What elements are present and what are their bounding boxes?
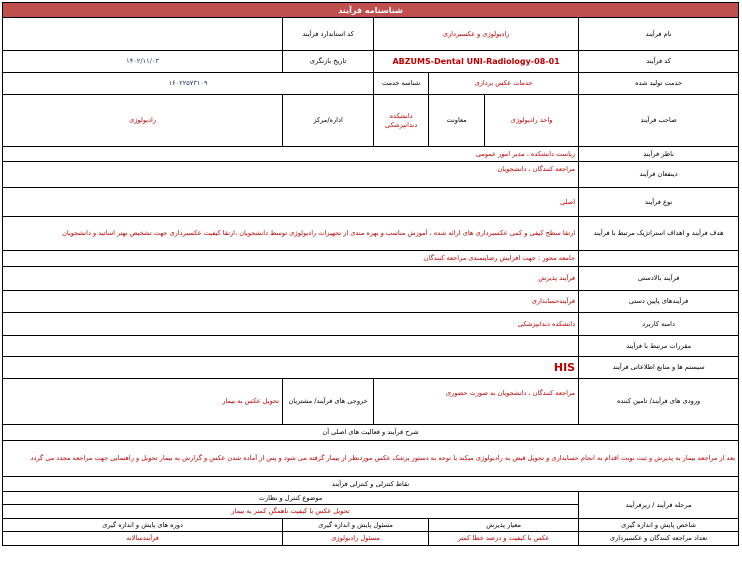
service-label: خدمت تولید شده [579,73,739,95]
process-name-label: نام فرآیند [579,18,739,51]
revision-date-label: تاریخ بازنگری [283,51,374,73]
process-name-value: رادیولوژی و عکسبرداری [374,18,579,51]
process-type-value: اصلی [3,188,579,217]
department-label: اداره/مرکز [283,95,374,147]
supervisor-label: ناظر فرآیند [579,147,739,162]
downstream-value: فرآیندحسابداری [3,291,579,313]
standard-code-label: کد استاندارد فرآیند [283,18,374,51]
process-identity-sheet [2,2,738,546]
description-heading: شرح فرآیند و فعالیت های اصلی آن [3,425,739,441]
deputy-value: دانشکده دندانپزشکی [374,95,429,147]
process-identity-table [2,2,739,546]
systems-value: HIS [3,357,579,379]
process-type-label: نوع فرآیند [579,188,739,217]
beneficiaries-label: ذینفعان فرآیند [579,162,739,188]
monitor-period-value: فرآیندسالانه [3,532,283,546]
outputs-label: خروجی های فرآیند/ مشتریان [283,379,374,425]
outputs-value: تحویل عکس به بیمار [3,379,283,425]
upstream-label: فرآیند بالادستی [579,267,739,291]
inputs-value: مراجعه کنندگان ، دانشجویان به صورت حضوری [374,379,579,425]
goals-sub-label [579,251,739,267]
scope-label: دامنه کاربرد [579,313,739,336]
regulations-value [3,336,579,357]
upstream-value: فرآیند پذیرش [3,267,579,291]
description-text: بعد از مراجعه بیمار به پذیرش و ثبت نوبت اقدام به انجام حسابداری و تحویل قبض به رادیولوژی میکند با توجه به دستور پزشک عکس موردنظر از بیمار گرفته می شود و پس از آماده شدن عکس و گزارش به بیمار تحویل و راهنمایی جهت مراجعه مجدد می گردد [3,441,739,477]
service-id-label: شناسه خدمت [374,73,429,95]
systems-label: سیستم ها و منابع اطلاعاتی فرآیند [579,357,739,379]
control-heading: نقاط کنترلی و کنترلی فرآیند [3,477,739,492]
beneficiaries-value: مراجعه کنندگان ، دانشجویان [3,162,579,188]
monitor-owner-header: مسئول پایش و اندازه گیری [283,519,429,532]
revision-date-value: ۱۴۰۲/۱۱/۰۳ [3,51,283,73]
deputy-label: معاونت [429,95,485,147]
owner-unit: واحد رادیولوژی [485,95,579,147]
acceptance-value: عکس با کیفیت و درصد خطا کمتر [429,532,579,546]
process-code-label: کد فرآیند [579,51,739,73]
scope-value: دانشکده دندانپزشکی [3,313,579,336]
downstream-label: فرآیندهای پایین دستی [579,291,739,313]
service-value: خدمات عکس برداری [429,73,579,95]
standard-code-value [3,18,283,51]
service-id-value: ۱۶۰۲۲۵۷۳۱۰۹ [3,73,374,95]
regulations-label: مقررات مرتبط با فرآیند [579,336,739,357]
owner-label: صاحب فرآیند [579,95,739,147]
inputs-label: ورودی های فرآیند/ تامین کننده [579,379,739,425]
control-subject-label: موضوع کنترل و نظارت [3,492,579,505]
process-code-value: ABZUMS-Dental UNI-Radiology-08-01 [374,51,579,73]
department-value: رادیولوژی [3,95,283,147]
indicator-value: تعداد مراجعه کنندگان و عکسبرداری [579,532,739,546]
monitor-period-header: دوره های پایش و اندازه گیری [3,519,283,532]
supervisor-value: ریاست دانشکده ، مدیر امور عمومی [3,147,579,162]
goals-sub-value: جامعه محور : جهت افزایش رضایتمندی مراجعه کنندگان [3,251,579,267]
goals-value: ارتقا سطح کیفی و کمی عکسبرداری های ارائه شده ، آموزش مناسب و بهره مندی از تجهیزات رادیولوژی توسط دانشجویان ،ارتقا کیفیت عکسبرداری جهت تشخیص بهتر اساتید و دانشجویان [3,217,579,251]
control-stage-label: مرحله فرآیند / زیرفرآیند [579,492,739,519]
goals-label: هدف فرآیند و اهداف استراتژیک مرتبط با فرآیند [579,217,739,251]
control-subject-value: تحویل عکس با کیفیت ناهمگن کمتر به بیمار [3,505,579,519]
page-title: شناسنامه فرآیند [3,3,739,18]
acceptance-header: معیار پذیرش [429,519,579,532]
monitor-owner-value: مسئول رادیولوژی [283,532,429,546]
indicator-header: شاخص پایش و اندازه گیری [579,519,739,532]
